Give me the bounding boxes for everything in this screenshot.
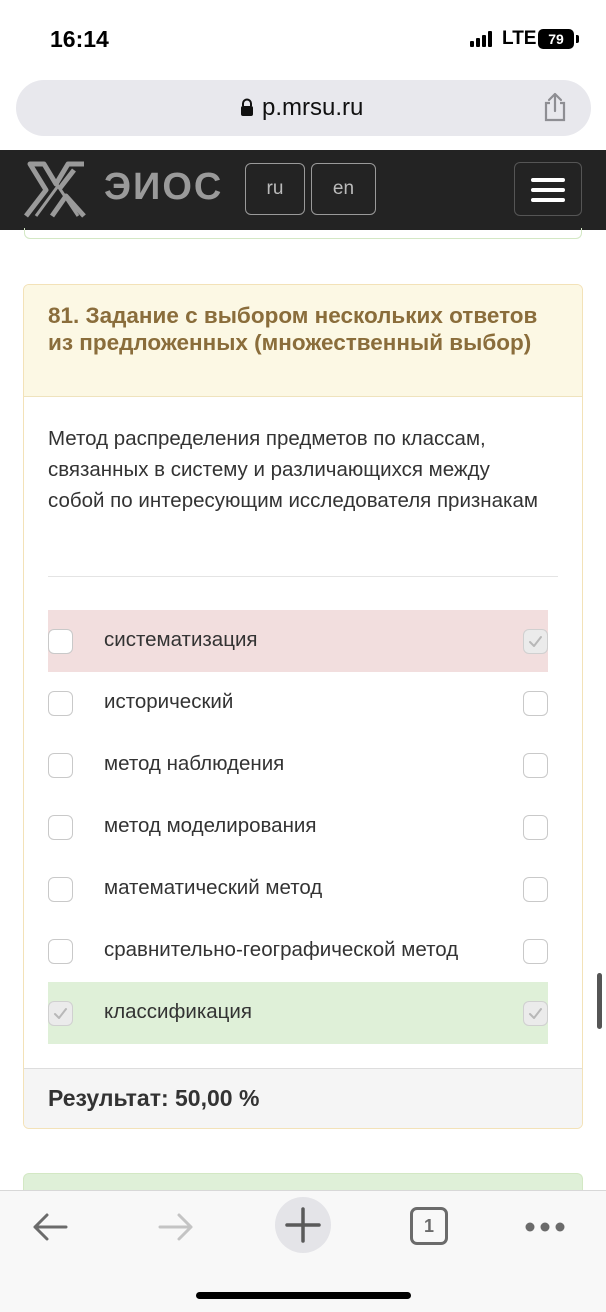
answer-checkbox[interactable] xyxy=(48,753,73,778)
question-text: Метод распределения предметов по классам, связанных в систему и различающихся между собой по интересующим исследователя признакам xyxy=(48,427,538,512)
network-type: LTE xyxy=(502,28,537,49)
option-label: метод наблюдения xyxy=(104,752,285,775)
lock-icon xyxy=(240,98,254,116)
site-header xyxy=(0,150,606,230)
status-time: 16:14 xyxy=(50,26,109,52)
answer-checkbox[interactable] xyxy=(48,815,73,840)
option-row[interactable] xyxy=(48,610,548,672)
option-row[interactable] xyxy=(48,920,548,982)
tabs-button[interactable]: 1 xyxy=(410,1207,448,1245)
answer-checkbox[interactable] xyxy=(48,691,73,716)
correct-answer-checkbox xyxy=(523,939,548,964)
option-row[interactable] xyxy=(48,858,548,920)
check-icon xyxy=(527,633,544,650)
more-icon[interactable] xyxy=(524,1221,566,1233)
correct-answer-checkbox xyxy=(523,629,548,654)
signal-icon xyxy=(470,31,496,47)
answer-checkbox[interactable] xyxy=(48,877,73,902)
answer-checkbox[interactable] xyxy=(48,939,73,964)
correct-answer-checkbox xyxy=(523,691,548,716)
battery-icon: 79 xyxy=(538,29,574,49)
plus-icon xyxy=(275,1197,331,1253)
option-row[interactable] xyxy=(48,672,548,734)
lang-ru-button[interactable]: ru xyxy=(245,163,305,215)
forward-arrow-icon[interactable] xyxy=(156,1207,196,1247)
option-row[interactable] xyxy=(48,982,548,1044)
option-label: метод моделирования xyxy=(104,814,317,837)
lang-en-button[interactable]: en xyxy=(311,163,376,215)
option-row[interactable] xyxy=(48,796,548,858)
divider xyxy=(48,576,558,577)
status-bar xyxy=(0,0,606,78)
check-icon xyxy=(52,1005,69,1022)
share-icon[interactable] xyxy=(542,92,568,122)
question-header xyxy=(24,285,582,397)
correct-answer-checkbox xyxy=(523,1001,548,1026)
check-icon xyxy=(527,1005,544,1022)
logo-text[interactable]: ЭИОС xyxy=(104,166,224,208)
correct-answer-checkbox xyxy=(523,877,548,902)
option-label: математический метод xyxy=(104,876,323,899)
correct-answer-checkbox xyxy=(523,753,548,778)
option-label: исторический xyxy=(104,690,234,713)
previous-card-edge xyxy=(24,228,582,239)
option-label: классификация xyxy=(104,1000,252,1023)
back-arrow-icon[interactable] xyxy=(30,1207,70,1247)
logo-icon[interactable] xyxy=(22,158,94,220)
home-indicator[interactable] xyxy=(196,1292,411,1299)
new-tab-button[interactable] xyxy=(275,1197,331,1253)
result-text: Результат: 50,00 % xyxy=(48,1085,260,1111)
correct-answer-checkbox xyxy=(523,815,548,840)
scrollbar[interactable] xyxy=(597,973,602,1029)
result-bar xyxy=(24,1068,582,1129)
answer-checkbox[interactable] xyxy=(48,1001,73,1026)
option-row[interactable] xyxy=(48,734,548,796)
question-title: 81. Задание с выбором нескольких ответов из предложенных (множественный выбор) xyxy=(48,303,538,355)
option-label: сравнительно-географической метод xyxy=(104,938,459,961)
option-label: систематизация xyxy=(104,628,258,651)
menu-button[interactable] xyxy=(514,162,582,216)
url-text: p.mrsu.ru xyxy=(262,94,364,121)
battery-tip xyxy=(576,35,579,43)
address-bar[interactable] xyxy=(16,80,591,136)
answer-checkbox[interactable] xyxy=(48,629,73,654)
browser-toolbar xyxy=(0,1190,606,1312)
question-card xyxy=(23,284,583,1129)
